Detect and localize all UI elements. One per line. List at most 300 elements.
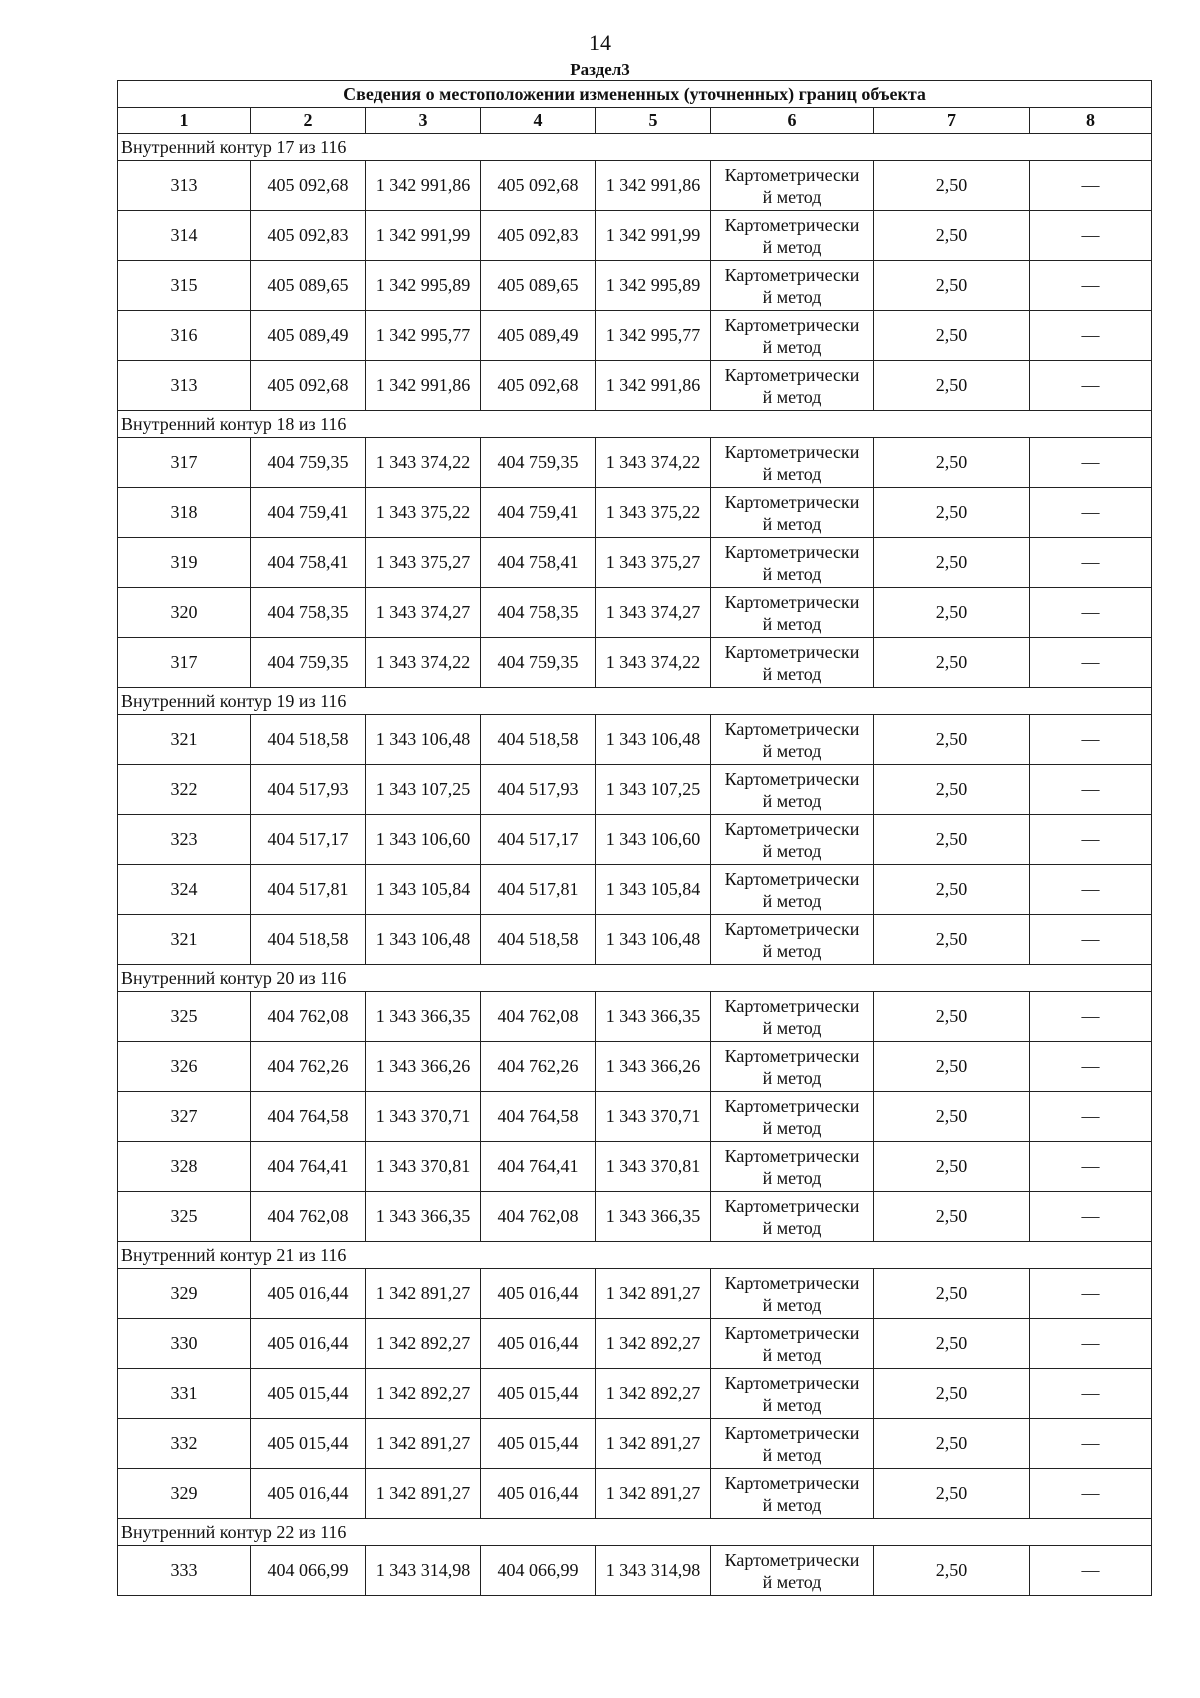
y-coordinate-refined-cell: 1 342 892,27 [596,1319,711,1369]
y-coordinate-existing-cell: 1 342 891,27 [366,1269,481,1319]
accuracy-cell: 2,50 [874,992,1030,1042]
x-coordinate-refined-cell: 404 759,35 [481,638,596,688]
table-row [118,1319,1152,1369]
method-text: й метод [762,940,822,961]
y-coordinate-existing-cell: 1 343 370,71 [366,1092,481,1142]
x-coordinate-refined-cell: 405 092,68 [481,161,596,211]
y-coordinate-refined-cell: 1 343 314,98 [596,1546,711,1596]
x-coordinate-existing-cell: 405 016,44 [251,1469,366,1519]
y-coordinate-refined-cell: 1 342 991,86 [596,161,711,211]
y-coordinate-existing-cell: 1 343 106,48 [366,915,481,965]
note-cell: — [1030,1469,1152,1519]
table-row [118,438,1152,488]
x-coordinate-refined-cell: 405 089,65 [481,261,596,311]
x-coordinate-refined-cell: 404 066,99 [481,1546,596,1596]
point-number-cell: 325 [118,1192,251,1242]
x-coordinate-refined-cell: 405 015,44 [481,1419,596,1469]
table-row [118,1269,1152,1319]
y-coordinate-refined-cell: 1 343 370,71 [596,1092,711,1142]
point-number-cell: 330 [118,1319,251,1369]
method-cell [711,815,874,865]
accuracy-cell: 2,50 [874,1192,1030,1242]
accuracy-cell: 2,50 [874,438,1030,488]
method-text: й метод [762,513,822,534]
method-text: Картометрически [724,818,860,839]
note-cell: — [1030,815,1152,865]
method-text: Картометрически [724,591,860,612]
method-cell [711,765,874,815]
contour-group-row [118,1242,1152,1269]
method-text: Картометрически [724,364,860,385]
point-number-cell: 319 [118,538,251,588]
x-coordinate-existing-cell: 404 517,81 [251,865,366,915]
method-text: Картометрически [724,1272,860,1293]
method-text: Картометрически [724,441,860,462]
y-coordinate-refined-cell: 1 342 995,77 [596,311,711,361]
table-caption-row [118,81,1152,108]
note-cell: — [1030,161,1152,211]
method-cell [711,1042,874,1092]
x-coordinate-refined-cell: 404 517,17 [481,815,596,865]
method-text: й метод [762,286,822,307]
y-coordinate-refined-cell: 1 343 374,27 [596,588,711,638]
method-cell [711,915,874,965]
point-number-cell: 326 [118,1042,251,1092]
table-row [118,1419,1152,1469]
contour-group-row [118,411,1152,438]
x-coordinate-existing-cell: 404 762,08 [251,1192,366,1242]
contour-group-label: Внутренний контур 19 из 116 [118,688,1152,715]
method-text: й метод [762,1294,822,1315]
method-text: Картометрически [724,868,860,889]
y-coordinate-existing-cell: 1 343 105,84 [366,865,481,915]
table-row [118,1469,1152,1519]
y-coordinate-existing-cell: 1 343 106,48 [366,715,481,765]
x-coordinate-refined-cell: 404 518,58 [481,715,596,765]
accuracy-cell: 2,50 [874,915,1030,965]
table-row [118,865,1152,915]
note-cell: — [1030,261,1152,311]
method-cell [711,1092,874,1142]
contour-group-label: Внутренний контур 21 из 116 [118,1242,1152,1269]
x-coordinate-existing-cell: 405 015,44 [251,1369,366,1419]
contour-group-label: Внутренний контур 17 из 116 [118,134,1152,161]
accuracy-cell: 2,50 [874,715,1030,765]
method-cell [711,1419,874,1469]
method-cell [711,438,874,488]
method-text: й метод [762,890,822,911]
table-row [118,538,1152,588]
x-coordinate-refined-cell: 404 762,08 [481,992,596,1042]
table-row [118,992,1152,1042]
method-cell [711,361,874,411]
method-text: Картометрически [724,164,860,185]
note-cell: — [1030,865,1152,915]
note-cell: — [1030,1419,1152,1469]
column-number: 6 [711,108,874,134]
contour-group-row [118,1519,1152,1546]
method-cell [711,261,874,311]
table-row [118,311,1152,361]
method-text: й метод [762,840,822,861]
note-cell: — [1030,361,1152,411]
x-coordinate-existing-cell: 404 518,58 [251,915,366,965]
y-coordinate-refined-cell: 1 343 366,26 [596,1042,711,1092]
accuracy-cell: 2,50 [874,1319,1030,1369]
accuracy-cell: 2,50 [874,1092,1030,1142]
method-text: Картометрически [724,1422,860,1443]
method-text: й метод [762,1017,822,1038]
accuracy-cell: 2,50 [874,865,1030,915]
y-coordinate-existing-cell: 1 343 375,22 [366,488,481,538]
y-coordinate-refined-cell: 1 343 366,35 [596,992,711,1042]
method-text: Картометрически [724,491,860,512]
table-row [118,1142,1152,1192]
accuracy-cell: 2,50 [874,261,1030,311]
method-cell [711,1142,874,1192]
accuracy-cell: 2,50 [874,1142,1030,1192]
y-coordinate-refined-cell: 1 343 106,48 [596,715,711,765]
x-coordinate-refined-cell: 404 762,08 [481,1192,596,1242]
method-cell [711,538,874,588]
method-cell [711,211,874,261]
y-coordinate-refined-cell: 1 343 374,22 [596,438,711,488]
note-cell: — [1030,638,1152,688]
table-row [118,915,1152,965]
method-text: й метод [762,386,822,407]
accuracy-cell: 2,50 [874,815,1030,865]
x-coordinate-existing-cell: 404 759,35 [251,638,366,688]
method-text: й метод [762,613,822,634]
x-coordinate-existing-cell: 404 517,93 [251,765,366,815]
table-row [118,815,1152,865]
method-text: Картометрически [724,541,860,562]
note-cell: — [1030,1369,1152,1419]
y-coordinate-existing-cell: 1 343 366,26 [366,1042,481,1092]
table-row [118,1546,1152,1596]
x-coordinate-refined-cell: 405 016,44 [481,1469,596,1519]
table-row [118,588,1152,638]
note-cell: — [1030,488,1152,538]
x-coordinate-existing-cell: 404 764,41 [251,1142,366,1192]
y-coordinate-refined-cell: 1 342 892,27 [596,1369,711,1419]
point-number-cell: 320 [118,588,251,638]
x-coordinate-refined-cell: 404 759,41 [481,488,596,538]
note-cell: — [1030,1319,1152,1369]
y-coordinate-existing-cell: 1 342 991,86 [366,361,481,411]
y-coordinate-refined-cell: 1 343 106,60 [596,815,711,865]
note-cell: — [1030,1546,1152,1596]
table-row [118,261,1152,311]
point-number-cell: 314 [118,211,251,261]
method-text: й метод [762,1167,822,1188]
accuracy-cell: 2,50 [874,638,1030,688]
method-text: Картометрически [724,214,860,235]
contour-group-label: Внутренний контур 22 из 116 [118,1519,1152,1546]
note-cell: — [1030,1042,1152,1092]
table-row [118,1092,1152,1142]
y-coordinate-refined-cell: 1 343 107,25 [596,765,711,815]
accuracy-cell: 2,50 [874,1042,1030,1092]
y-coordinate-existing-cell: 1 343 374,27 [366,588,481,638]
section-label: Раздел3 [570,60,630,79]
method-text: й метод [762,740,822,761]
y-coordinate-refined-cell: 1 343 366,35 [596,1192,711,1242]
x-coordinate-existing-cell: 404 762,26 [251,1042,366,1092]
y-coordinate-existing-cell: 1 343 107,25 [366,765,481,815]
method-text: й метод [762,336,822,357]
y-coordinate-refined-cell: 1 343 374,22 [596,638,711,688]
method-cell [711,161,874,211]
y-coordinate-existing-cell: 1 343 374,22 [366,438,481,488]
y-coordinate-existing-cell: 1 342 892,27 [366,1369,481,1419]
x-coordinate-existing-cell: 404 758,35 [251,588,366,638]
y-coordinate-existing-cell: 1 342 995,77 [366,311,481,361]
x-coordinate-existing-cell: 404 762,08 [251,992,366,1042]
method-cell [711,588,874,638]
note-cell: — [1030,311,1152,361]
x-coordinate-existing-cell: 404 764,58 [251,1092,366,1142]
y-coordinate-refined-cell: 1 343 370,81 [596,1142,711,1192]
method-cell [711,488,874,538]
method-text: й метод [762,463,822,484]
y-coordinate-refined-cell: 1 342 891,27 [596,1469,711,1519]
method-text: й метод [762,790,822,811]
x-coordinate-refined-cell: 404 517,81 [481,865,596,915]
note-cell: — [1030,588,1152,638]
column-number: 8 [1030,108,1152,134]
x-coordinate-refined-cell: 405 015,44 [481,1369,596,1419]
x-coordinate-refined-cell: 404 762,26 [481,1042,596,1092]
column-number: 4 [481,108,596,134]
y-coordinate-refined-cell: 1 343 106,48 [596,915,711,965]
method-text: Картометрически [724,1472,860,1493]
method-cell [711,638,874,688]
y-coordinate-refined-cell: 1 342 891,27 [596,1419,711,1469]
x-coordinate-existing-cell: 405 092,68 [251,361,366,411]
y-coordinate-existing-cell: 1 343 370,81 [366,1142,481,1192]
x-coordinate-existing-cell: 404 518,58 [251,715,366,765]
note-cell: — [1030,765,1152,815]
x-coordinate-refined-cell: 404 764,58 [481,1092,596,1142]
x-coordinate-refined-cell: 405 016,44 [481,1319,596,1369]
table-caption: Сведения о местоположении измененных (уточненных) границ объекта [118,81,1152,108]
table-row [118,488,1152,538]
contour-group-row [118,965,1152,992]
y-coordinate-existing-cell: 1 342 995,89 [366,261,481,311]
y-coordinate-existing-cell: 1 343 106,60 [366,815,481,865]
x-coordinate-existing-cell: 405 015,44 [251,1419,366,1469]
method-text: Картометрически [724,314,860,335]
point-number-cell: 323 [118,815,251,865]
point-number-cell: 321 [118,915,251,965]
x-coordinate-refined-cell: 404 758,35 [481,588,596,638]
method-text: й метод [762,1117,822,1138]
method-cell [711,1546,874,1596]
y-coordinate-existing-cell: 1 342 891,27 [366,1469,481,1519]
note-cell: — [1030,1269,1152,1319]
column-number: 2 [251,108,366,134]
accuracy-cell: 2,50 [874,361,1030,411]
y-coordinate-refined-cell: 1 342 891,27 [596,1269,711,1319]
column-number-row [118,108,1152,134]
y-coordinate-existing-cell: 1 343 374,22 [366,638,481,688]
table-row [118,361,1152,411]
point-number-cell: 331 [118,1369,251,1419]
x-coordinate-existing-cell: 405 089,65 [251,261,366,311]
point-number-cell: 313 [118,361,251,411]
coordinates-table-body [118,81,1152,1596]
note-cell: — [1030,538,1152,588]
table-row [118,161,1152,211]
y-coordinate-existing-cell: 1 342 892,27 [366,1319,481,1369]
note-cell: — [1030,715,1152,765]
method-cell [711,1192,874,1242]
x-coordinate-existing-cell: 405 089,49 [251,311,366,361]
method-text: Картометрически [724,1145,860,1166]
method-text: й метод [762,1494,822,1515]
column-number: 1 [118,108,251,134]
note-cell: — [1030,438,1152,488]
method-cell [711,865,874,915]
method-text: й метод [762,1217,822,1238]
method-text: й метод [762,1394,822,1415]
method-cell [711,1469,874,1519]
point-number-cell: 315 [118,261,251,311]
y-coordinate-existing-cell: 1 342 991,86 [366,161,481,211]
method-cell [711,992,874,1042]
table-row [118,715,1152,765]
x-coordinate-existing-cell: 405 092,68 [251,161,366,211]
y-coordinate-existing-cell: 1 342 991,99 [366,211,481,261]
table-row [118,1369,1152,1419]
point-number-cell: 325 [118,992,251,1042]
x-coordinate-refined-cell: 405 016,44 [481,1269,596,1319]
x-coordinate-existing-cell: 405 092,83 [251,211,366,261]
x-coordinate-existing-cell: 405 016,44 [251,1269,366,1319]
accuracy-cell: 2,50 [874,588,1030,638]
x-coordinate-refined-cell: 404 764,41 [481,1142,596,1192]
y-coordinate-existing-cell: 1 343 314,98 [366,1546,481,1596]
y-coordinate-existing-cell: 1 343 366,35 [366,992,481,1042]
x-coordinate-refined-cell: 404 759,35 [481,438,596,488]
x-coordinate-existing-cell: 405 016,44 [251,1319,366,1369]
method-text: Картометрически [724,768,860,789]
point-number-cell: 332 [118,1419,251,1469]
contour-group-label: Внутренний контур 20 из 116 [118,965,1152,992]
method-cell [711,311,874,361]
point-number-cell: 324 [118,865,251,915]
y-coordinate-refined-cell: 1 343 105,84 [596,865,711,915]
accuracy-cell: 2,50 [874,161,1030,211]
column-number: 7 [874,108,1030,134]
method-text: Картометрически [724,1322,860,1343]
accuracy-cell: 2,50 [874,1419,1030,1469]
accuracy-cell: 2,50 [874,311,1030,361]
point-number-cell: 313 [118,161,251,211]
method-text: й метод [762,1067,822,1088]
method-text: Картометрически [724,264,860,285]
y-coordinate-existing-cell: 1 343 375,27 [366,538,481,588]
table-row [118,765,1152,815]
table-row [118,211,1152,261]
point-number-cell: 317 [118,438,251,488]
column-number: 5 [596,108,711,134]
x-coordinate-existing-cell: 404 758,41 [251,538,366,588]
method-text: й метод [762,236,822,257]
y-coordinate-existing-cell: 1 343 366,35 [366,1192,481,1242]
point-number-cell: 322 [118,765,251,815]
accuracy-cell: 2,50 [874,538,1030,588]
method-text: Картометрически [724,1095,860,1116]
method-text: Картометрически [724,1045,860,1066]
column-number: 3 [366,108,481,134]
x-coordinate-existing-cell: 404 759,41 [251,488,366,538]
note-cell: — [1030,1092,1152,1142]
method-text: Картометрически [724,718,860,739]
point-number-cell: 329 [118,1469,251,1519]
method-text: й метод [762,663,822,684]
method-text: Картометрически [724,1372,860,1393]
method-text: Картометрически [724,641,860,662]
contour-group-row [118,688,1152,715]
method-cell [711,715,874,765]
y-coordinate-refined-cell: 1 343 375,22 [596,488,711,538]
point-number-cell: 333 [118,1546,251,1596]
x-coordinate-existing-cell: 404 066,99 [251,1546,366,1596]
point-number-cell: 329 [118,1269,251,1319]
table-row [118,638,1152,688]
method-text: Картометрически [724,918,860,939]
contour-group-label: Внутренний контур 18 из 116 [118,411,1152,438]
contour-group-row [118,134,1152,161]
method-text: й метод [762,563,822,584]
point-number-cell: 316 [118,311,251,361]
note-cell: — [1030,1142,1152,1192]
x-coordinate-refined-cell: 404 517,93 [481,765,596,815]
page-number: 14 [589,30,611,55]
accuracy-cell: 2,50 [874,211,1030,261]
method-text: й метод [762,1344,822,1365]
x-coordinate-refined-cell: 404 518,58 [481,915,596,965]
method-text: Картометрически [724,1195,860,1216]
accuracy-cell: 2,50 [874,765,1030,815]
note-cell: — [1030,992,1152,1042]
note-cell: — [1030,915,1152,965]
accuracy-cell: 2,50 [874,1369,1030,1419]
method-text: й метод [762,1444,822,1465]
point-number-cell: 321 [118,715,251,765]
x-coordinate-refined-cell: 405 092,83 [481,211,596,261]
coordinates-table [117,80,1152,1596]
point-number-cell: 328 [118,1142,251,1192]
y-coordinate-refined-cell: 1 343 375,27 [596,538,711,588]
accuracy-cell: 2,50 [874,1269,1030,1319]
accuracy-cell: 2,50 [874,488,1030,538]
method-text: й метод [762,186,822,207]
x-coordinate-refined-cell: 405 089,49 [481,311,596,361]
method-cell [711,1319,874,1369]
method-text: й метод [762,1571,822,1592]
method-text: Картометрически [724,995,860,1016]
point-number-cell: 327 [118,1092,251,1142]
y-coordinate-refined-cell: 1 342 991,86 [596,361,711,411]
table-row [118,1042,1152,1092]
accuracy-cell: 2,50 [874,1469,1030,1519]
method-text: Картометрически [724,1549,860,1570]
point-number-cell: 317 [118,638,251,688]
method-cell [711,1369,874,1419]
